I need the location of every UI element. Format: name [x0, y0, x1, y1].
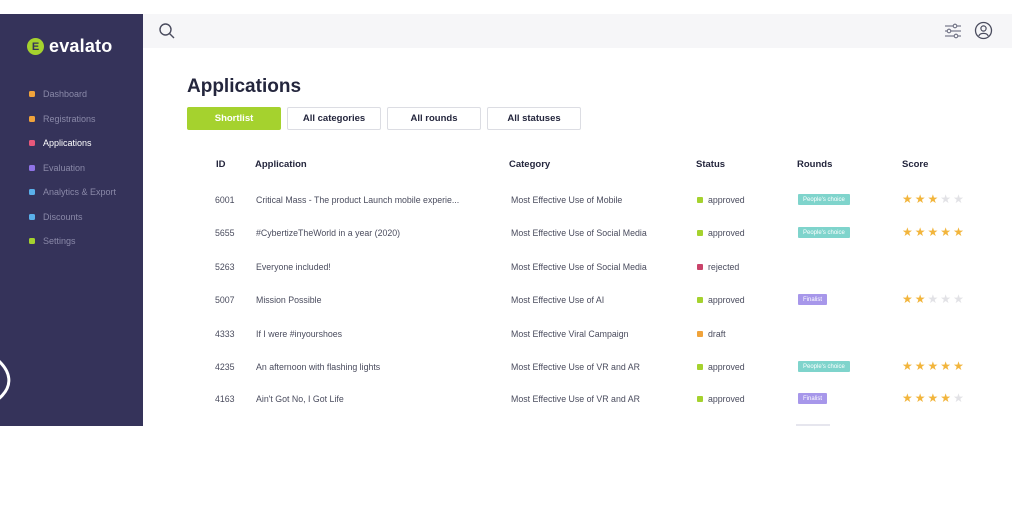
cell-id: 5007 [215, 295, 235, 305]
star-icon[interactable]: ★ [902, 359, 913, 373]
sidebar-item-label: Applications [43, 138, 92, 149]
round-badge: People's choice [798, 227, 850, 238]
table-row[interactable] [0, 291, 1024, 311]
round-badge: Finalist [798, 393, 827, 404]
table-header [0, 159, 1024, 173]
status-dot-icon [697, 230, 703, 236]
header-score[interactable]: Score [902, 159, 929, 170]
status-text: approved [708, 362, 745, 372]
status-text: draft [708, 329, 726, 339]
star-icon[interactable]: ★ [940, 192, 952, 206]
cell-id: 4333 [215, 329, 235, 339]
sidebar-item-label: Dashboard [43, 89, 88, 100]
table-row[interactable] [0, 258, 1024, 278]
cell-category: Most Effective Use of Social Media [511, 228, 647, 238]
star-icon[interactable]: ★ [953, 359, 964, 373]
topbar [143, 14, 1012, 48]
cell-application: Everyone included! [256, 262, 331, 272]
star-icon[interactable]: ★ [927, 192, 939, 206]
star-icon[interactable]: ★ [940, 225, 952, 239]
cell-application: If I were #inyourshoes [256, 329, 343, 339]
star-icon[interactable]: ★ [953, 391, 964, 405]
filter-shortlist-button[interactable]: Shortlist [187, 107, 281, 130]
cell-id: 5263 [215, 262, 235, 272]
round-badge: People's choice [798, 194, 850, 205]
cell-application: Ain't Got No, I Got Life [256, 394, 344, 404]
user-circle-icon[interactable] [974, 21, 993, 45]
nav-dot-icon [29, 91, 35, 97]
status-dot-icon [697, 364, 703, 370]
status-dot-icon [697, 331, 703, 337]
filter-all-categories-button[interactable]: All categories [287, 107, 381, 130]
table-row[interactable] [0, 325, 1024, 345]
cell-category: Most Effective Use of Social Media [511, 262, 647, 272]
nav-dot-icon [29, 214, 35, 220]
sidebar-item-applications[interactable] [29, 131, 116, 156]
star-icon[interactable]: ★ [902, 391, 913, 405]
brand-logo[interactable] [27, 36, 112, 57]
cell-category: Most Effective Use of AI [511, 295, 605, 305]
cell-application: Mission Possible [256, 295, 322, 305]
star-icon[interactable]: ★ [940, 359, 952, 373]
star-icon[interactable]: ★ [914, 192, 926, 206]
score-stars [902, 225, 964, 239]
star-icon[interactable]: ★ [940, 391, 952, 405]
star-icon[interactable]: ★ [914, 225, 926, 239]
sliders-icon[interactable] [944, 22, 962, 45]
star-icon[interactable]: ★ [953, 225, 964, 239]
star-icon[interactable]: ★ [914, 391, 926, 405]
status-text: approved [708, 295, 745, 305]
sidebar-item-label: Settings [43, 236, 76, 247]
filter-bar [187, 107, 581, 130]
status-text: approved [708, 195, 745, 205]
star-icon[interactable]: ★ [927, 391, 939, 405]
star-icon[interactable]: ★ [940, 292, 952, 306]
cell-category: Most Effective Use of VR and AR [511, 362, 640, 372]
star-icon[interactable]: ★ [902, 192, 913, 206]
cell-category: Most Effective Use of VR and AR [511, 394, 640, 404]
sidebar-item-label: Discounts [43, 211, 83, 222]
logo-icon: E [27, 38, 44, 55]
sidebar-item-label: Evaluation [43, 162, 86, 173]
page-title: Applications [187, 76, 302, 97]
star-icon[interactable]: ★ [914, 359, 926, 373]
star-icon[interactable]: ★ [927, 292, 939, 306]
cell-status [697, 195, 745, 205]
star-icon[interactable]: ★ [902, 225, 913, 239]
status-text: rejected [708, 262, 740, 272]
cell-id: 6001 [215, 195, 235, 205]
header-application[interactable]: Application [255, 159, 307, 170]
sidebar-item-label: Registrations [43, 113, 96, 124]
filter-all-rounds-button[interactable]: All rounds [387, 107, 481, 130]
brand-name: evalato [49, 36, 113, 56]
star-icon[interactable]: ★ [953, 192, 964, 206]
header-rounds[interactable]: Rounds [797, 159, 833, 170]
table-row[interactable] [0, 224, 1024, 247]
star-icon[interactable]: ★ [927, 225, 939, 239]
cell-status [697, 362, 745, 372]
star-icon[interactable]: ★ [914, 292, 926, 306]
table-row[interactable] [0, 358, 1024, 378]
score-stars [902, 391, 964, 405]
score-stars [902, 192, 964, 206]
star-icon[interactable]: ★ [902, 292, 913, 306]
search-icon[interactable] [158, 22, 176, 45]
table-row[interactable] [0, 191, 1024, 211]
header-status[interactable]: Status [696, 159, 726, 170]
score-stars [902, 359, 964, 373]
cell-category: Most Effective Use of Mobile [511, 195, 623, 205]
round-badge: People's choice [798, 361, 850, 372]
cell-status [697, 329, 726, 339]
sidebar-item-registrations[interactable] [29, 107, 116, 132]
sidebar-item-dashboard[interactable] [29, 82, 116, 107]
status-text: approved [708, 228, 745, 238]
status-dot-icon [697, 297, 703, 303]
sidebar-item-label: Analytics & Export [43, 187, 117, 198]
star-icon[interactable]: ★ [927, 359, 939, 373]
cell-status [697, 394, 745, 404]
cell-category: Most Effective Viral Campaign [511, 329, 629, 339]
cell-id: 4163 [215, 394, 235, 404]
score-stars [902, 292, 964, 306]
header-category[interactable]: Category [509, 159, 551, 170]
status-dot-icon [697, 396, 703, 402]
cell-status [697, 295, 745, 305]
nav-dot-icon [29, 140, 35, 146]
status-text: approved [708, 394, 745, 404]
cell-id: 4235 [215, 362, 235, 372]
cell-status [697, 262, 739, 272]
star-icon[interactable]: ★ [953, 292, 964, 306]
table-row[interactable] [0, 390, 1024, 410]
status-dot-icon [697, 197, 703, 203]
cell-status [697, 228, 745, 238]
header-id[interactable]: ID [216, 159, 226, 170]
cell-application: An afternoon with flashing lights [256, 362, 381, 372]
cell-id: 5655 [215, 228, 235, 238]
status-dot-icon [697, 264, 703, 270]
nav-dot-icon [29, 116, 35, 122]
partial-badge [796, 424, 830, 426]
filter-all-statuses-button[interactable]: All statuses [487, 107, 581, 130]
cell-application: #CybertizeTheWorld in a year (2020) [256, 228, 401, 238]
round-badge: Finalist [798, 294, 827, 305]
cell-application: Critical Mass - The product Launch mobile experie... [256, 195, 460, 205]
